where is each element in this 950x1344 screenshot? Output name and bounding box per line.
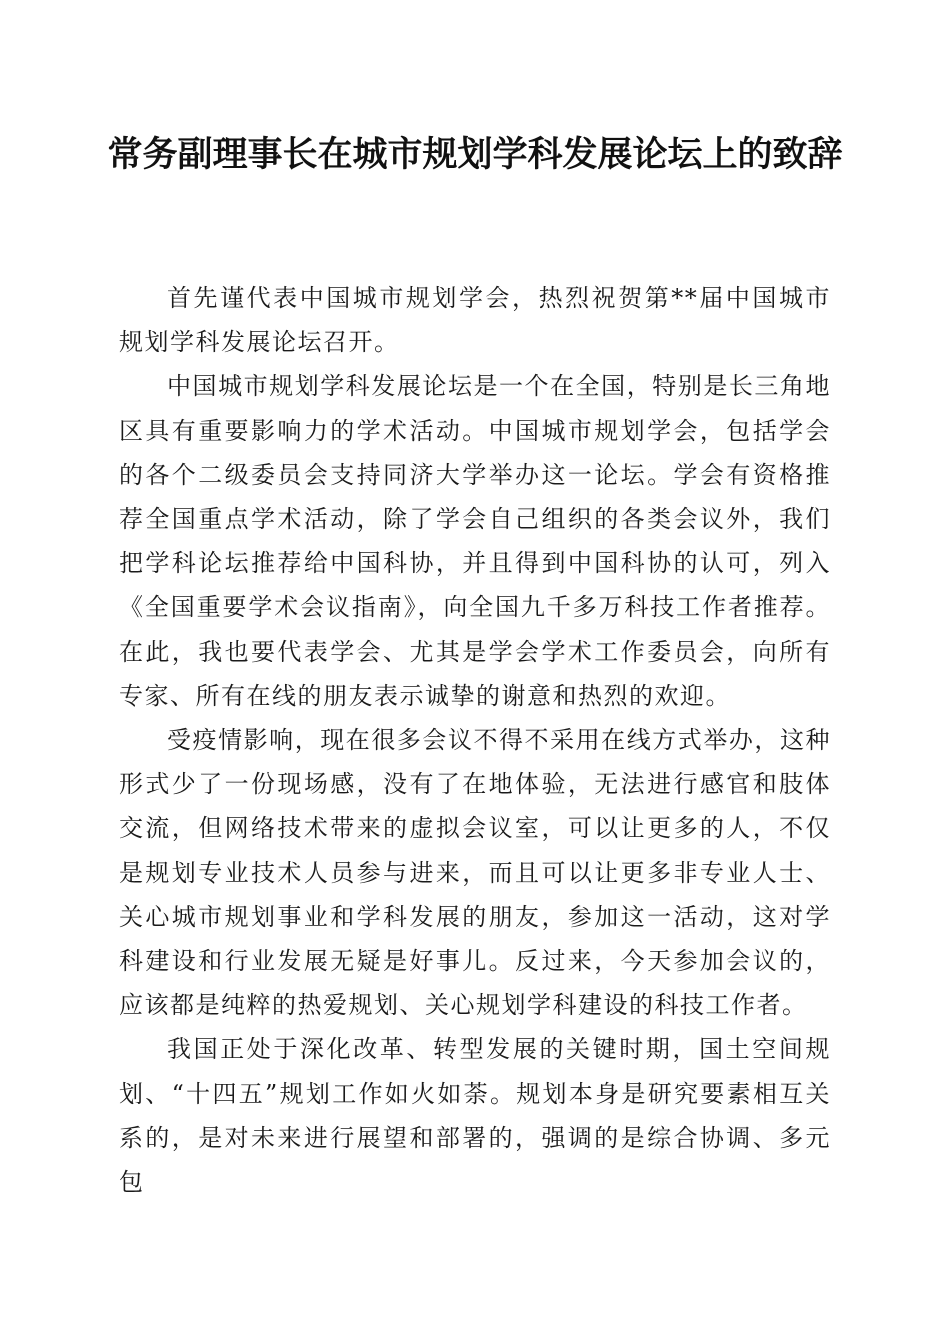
paragraph: 我国正处于深化改革、转型发展的关键时期，国土空间规划、“十四五”规划工作如火如荼。规划本身是研究要素相互关系的，是对未来进行展望和部署的，强调的是综合协调、多元包	[119, 1035, 831, 1197]
paragraph: 受疫情影响，现在很多会议不得不采用在线方式举办，这种形式少了一份现场感，没有了在地体验，无法进行感官和肢体交流，但网络技术带来的虚拟会议室，可以让更多的人，不仅是规划专业技术人员参与进来，而且可以让更多非专业人士、关心城市规划事业和学科发展的朋友，参加这一活动，这对学科建设和行业发展无疑是好事儿。反过来，今天参加会议的，应该都是纯粹的热爱规划、关心规划学科建设的科技工作者。	[119, 726, 831, 1020]
paragraph: 首先谨代表中国城市规划学会，热烈祝贺第**届中国城市规划学科发展论坛召开。	[119, 284, 831, 357]
document-title: 常务副理事长在城市规划学科发展论坛上的致辞	[107, 134, 843, 175]
document-body	[119, 276, 831, 1204]
paragraph: 中国城市规划学科发展论坛是一个在全国，特别是长三角地区具有重要影响力的学术活动。中国城市规划学会，包括学会的各个二级委员会支持同济大学举办这一论坛。学会有资格推荐全国重点学术活动，除了学会自己组织的各类会议外，我们把学科论坛推荐给中国科协，并且得到中国科协的认可，列入《全国重要学术会议指南》，向全国九千多万科技工作者推荐。在此，我也要代表学会、尤其是学会学术工作委员会，向所有专家、所有在线的朋友表示诚挚的谢意和热烈的欢迎。	[119, 372, 831, 710]
